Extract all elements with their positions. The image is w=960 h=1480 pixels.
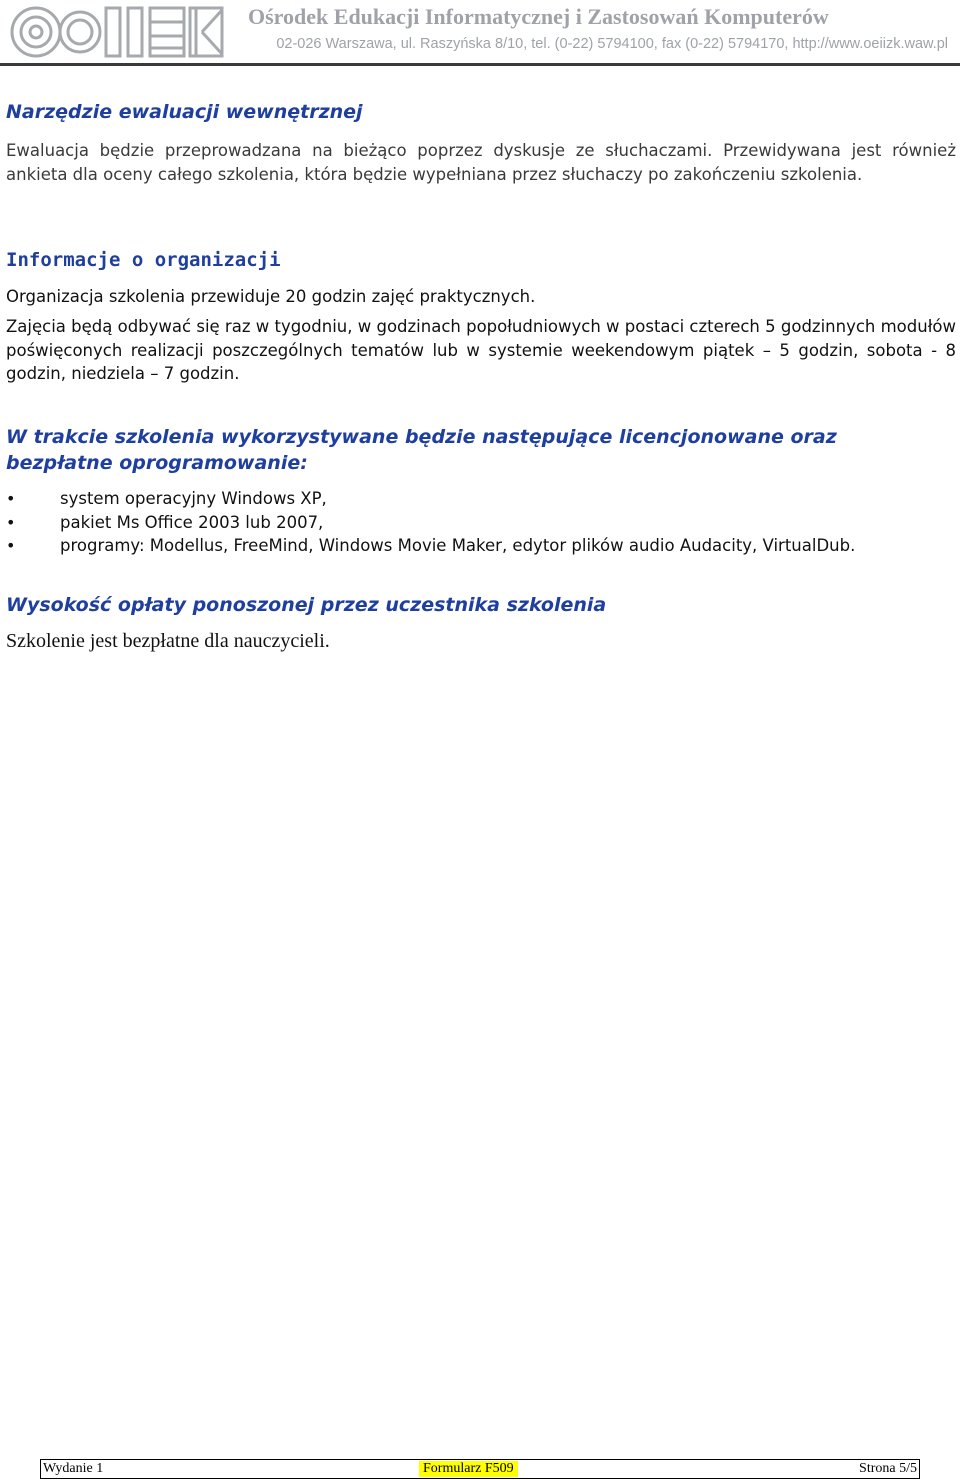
software-heading-line1: W trakcie szkolenia wykorzystywane będzie następujące licencjonowane oraz xyxy=(6,426,837,448)
header-divider xyxy=(0,63,960,66)
page-footer xyxy=(40,1459,920,1479)
list-item: • pakiet Ms Office 2003 lub 2007, xyxy=(6,511,956,535)
organization-schedule-text: Zajęcia będą odbywać się raz w tygodniu, w godzinach popołudniowych w postaci czterech 5 godzinnych modułów poświęconych realizacji poszczególnych tematów lub w systemie weekendowym piątek – 5 godzin, sobota - 8 godzin, niedziela – 7 godzin. xyxy=(6,317,956,383)
software-heading-line2: bezpłatne oprogramowanie: xyxy=(6,452,308,474)
list-item: • programy: Modellus, FreeMind, Windows Movie Maker, edytor plików audio Audacity, VirtualDub. xyxy=(6,534,956,558)
footer-edition: Wydanie 1 xyxy=(43,1461,104,1476)
footer-page-number: Strona 5/5 xyxy=(859,1461,917,1476)
evaluation-text: Ewaluacja będzie przeprowadzana na bieżąco poprzez dyskusje ze słuchaczami. Przewidywana jest również ankieta dla oceny całego szkolenia, która będzie wypełniana przez słuchaczy po zakończeniu szkolenia. xyxy=(6,141,956,184)
footer-form-number: Formularz F509 xyxy=(419,1461,518,1477)
fee-heading: Wysokość opłaty ponoszonej przez uczestnika szkolenia xyxy=(6,594,607,616)
bullet-icon: • xyxy=(6,489,16,508)
software-list xyxy=(6,487,956,558)
organization-hours-text: Organizacja szkolenia przewiduje 20 godzin zajęć praktycznych. xyxy=(6,287,536,306)
oeiizk-logo xyxy=(6,4,226,60)
organization-address: 02-026 Warszawa, ul. Raszyńska 8/10, tel. (0-22) 5794100, fax (0-22) 5794170, http://www.oeiizk.waw.pl xyxy=(276,36,948,52)
fee-text: Szkolenie jest bezpłatne dla nauczycieli. xyxy=(6,630,330,652)
organization-heading: Informacje o organizacji xyxy=(6,249,281,271)
page-header xyxy=(0,0,960,68)
bullet-icon: • xyxy=(6,536,16,555)
list-item: • system operacyjny Windows XP, xyxy=(6,487,956,511)
bullet-icon: • xyxy=(6,512,16,532)
organization-name: Ośrodek Edukacji Informatycznej i Zastosowań Komputerów xyxy=(248,4,829,29)
evaluation-heading: Narzędzie ewaluacji wewnętrznej xyxy=(6,101,363,123)
